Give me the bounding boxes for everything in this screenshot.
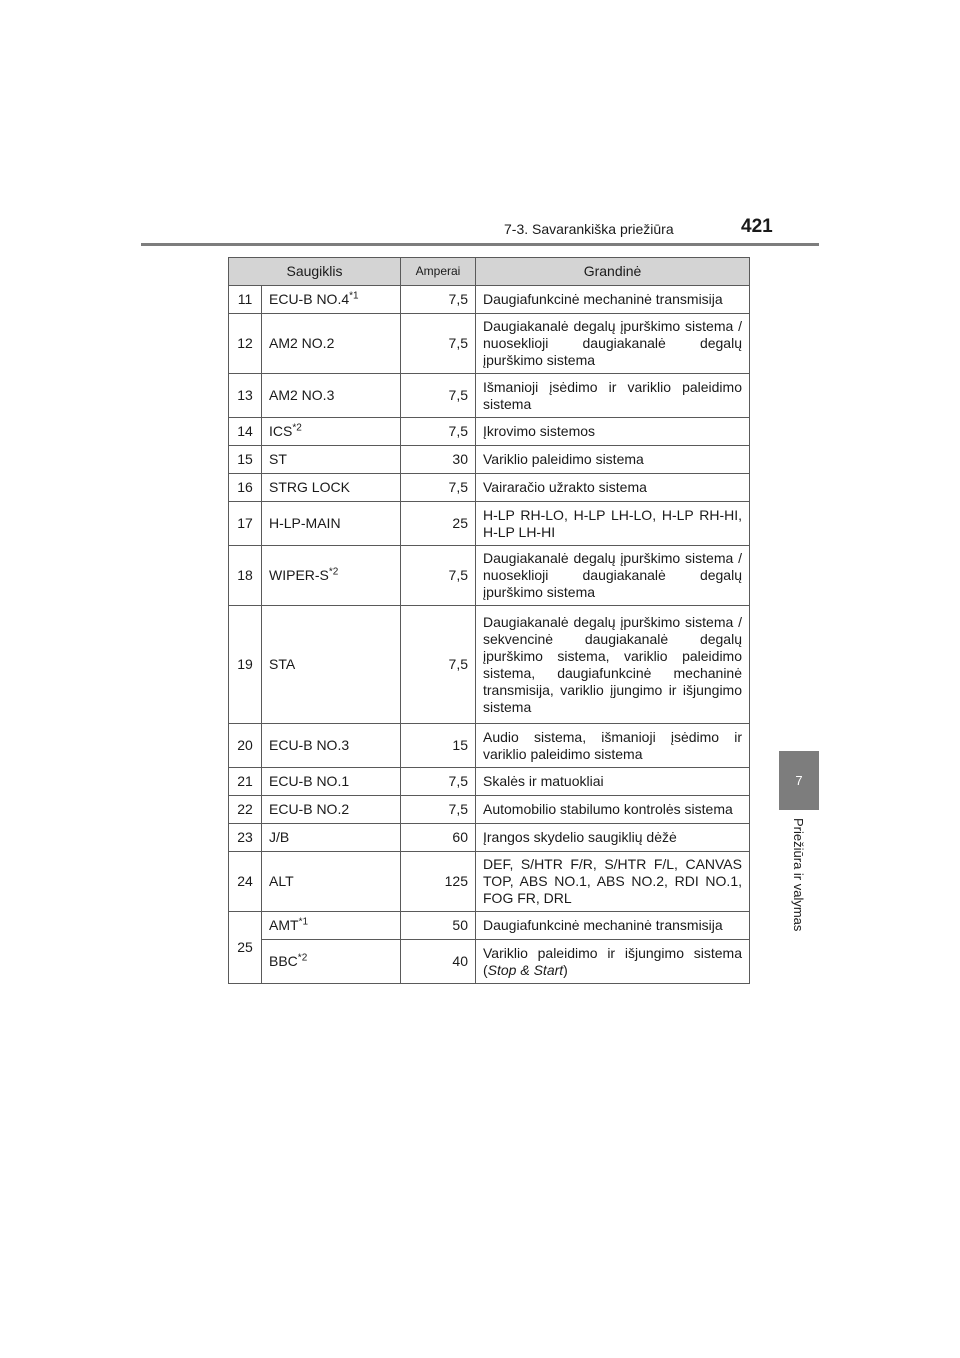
fuse-name: J/B xyxy=(262,824,401,852)
column-header-fuse: Saugiklis xyxy=(229,258,401,286)
footnote-marker: *2 xyxy=(328,566,339,578)
column-header-amps: Amperai xyxy=(401,258,476,286)
fuse-circuit: Įkrovimo sistemos xyxy=(476,418,750,446)
fuse-name: AM2 NO.2 xyxy=(262,314,401,374)
table-row xyxy=(229,374,750,418)
fuse-name: AM2 NO.3 xyxy=(262,374,401,418)
fuse-circuit: Audio sistema, išmanioji įsėdimo ir variklio paleidimo sistema xyxy=(476,724,750,768)
fuse-number: 25 xyxy=(229,912,262,984)
fuse-number: 20 xyxy=(229,724,262,768)
fuse-circuit: Vairaračio užrakto sistema xyxy=(476,474,750,502)
fuse-name: ALT xyxy=(262,852,401,912)
page-number: 421 xyxy=(741,216,773,237)
table-row xyxy=(229,502,750,546)
table-row xyxy=(229,474,750,502)
footnote-marker: *1 xyxy=(349,290,359,302)
fuse-number: 17 xyxy=(229,502,262,546)
fuse-circuit: Įrangos skydelio saugiklių dėžė xyxy=(476,824,750,852)
fuse-amperage: 50 xyxy=(401,912,476,940)
footnote-marker: *2 xyxy=(297,952,308,964)
table-row xyxy=(229,912,750,940)
table-row xyxy=(229,824,750,852)
fuse-table xyxy=(228,257,750,984)
fuse-circuit: DEF, S/HTR F/R, S/HTR F/L, CANVAS TOP, ABS NO.1, ABS NO.2, RDI NO.1, FOG FR, DRL xyxy=(476,852,750,912)
table-row xyxy=(229,724,750,768)
fuse-name: AMT$^{*1}$ xyxy=(262,912,401,940)
fuse-name: BBC$^{*2}$ xyxy=(262,940,401,984)
header-rule xyxy=(141,243,819,246)
stop-start-label: Stop & Start xyxy=(487,961,564,978)
chapter-tab xyxy=(779,751,819,810)
fuse-number: 12 xyxy=(229,314,262,374)
table-row xyxy=(229,796,750,824)
fuse-number: 14 xyxy=(229,418,262,446)
table-body xyxy=(229,286,750,984)
fuse-circuit: Daugiakanalė degalų įpurškimo sistema / nuoseklioji daugiakanalė degalų įpurškimo sistema xyxy=(476,314,750,374)
fuse-name: STA xyxy=(262,606,401,724)
table-row xyxy=(229,286,750,314)
footnote-marker: *1 xyxy=(298,916,309,928)
fuse-circuit: Daugiafunkcinė mechaninė transmisija xyxy=(476,912,750,940)
chapter-label-text: Priežiūra ir valymas xyxy=(791,818,806,932)
fuse-amperage: 7,5 xyxy=(401,314,476,374)
fuse-circuit: H-LP RH-LO, H-LP LH-LO, H-LP RH-HI, H-LP LH-HI xyxy=(476,502,750,546)
table-header-row xyxy=(229,258,750,286)
fuse-name: ECU-B NO.4$^{*1}$ xyxy=(262,286,401,314)
table-row xyxy=(229,940,750,984)
fuse-amperage: 125 xyxy=(401,852,476,912)
fuse-circuit: Skalės ir matuokliai xyxy=(476,768,750,796)
table-row xyxy=(229,768,750,796)
fuse-name: ST xyxy=(262,446,401,474)
fuse-amperage: 25 xyxy=(401,502,476,546)
fuse-name: ECU-B NO.2 xyxy=(262,796,401,824)
fuse-amperage: 15 xyxy=(401,724,476,768)
fuse-number: 24 xyxy=(229,852,262,912)
fuse-amperage: 40 xyxy=(401,940,476,984)
fuse-name: ECU-B NO.3 xyxy=(262,724,401,768)
fuse-amperage: 7,5 xyxy=(401,418,476,446)
fuse-number: 15 xyxy=(229,446,262,474)
table-row xyxy=(229,546,750,606)
fuse-name: H-LP-MAIN xyxy=(262,502,401,546)
table-row xyxy=(229,418,750,446)
fuse-amperage: 7,5 xyxy=(401,546,476,606)
fuse-number: 22 xyxy=(229,796,262,824)
fuse-amperage: 7,5 xyxy=(401,286,476,314)
fuse-name: WIPER-$S^{*2}$ xyxy=(262,546,401,606)
fuse-circuit: Variklio paleidimo ir išjungimo sistema (Stop & Start) xyxy=(476,940,750,984)
fuse-number: 23 xyxy=(229,824,262,852)
table-row xyxy=(229,446,750,474)
fuse-circuit: Daugiafunkcinė mechaninė transmisija xyxy=(476,286,750,314)
fuse-amperage: 7,5 xyxy=(401,796,476,824)
fuse-circuit: Variklio paleidimo sistema xyxy=(476,446,750,474)
footnote-marker: *2 xyxy=(292,422,302,434)
fuse-circuit: Daugiakanalė degalų įpurškimo sistema / nuoseklioji daugiakanalė degalų įpurškimo sistema xyxy=(476,546,750,606)
chapter-label xyxy=(788,818,810,950)
fuse-circuit: Automobilio stabilumo kontrolės sistema xyxy=(476,796,750,824)
fuse-number: 18 xyxy=(229,546,262,606)
fuse-circuit: Daugiakanalė degalų įpurškimo sistema / sekvencinė daugiakanalė degalų įpurškimo sistema, variklio paleidimo sistema, daugiafunkcinė mechaninė transmisija, variklio įjungimo ir išjungimo sistema xyxy=(476,606,750,724)
table-row xyxy=(229,314,750,374)
fuse-amperage: 7,5 xyxy=(401,606,476,724)
fuse-amperage: 7,5 xyxy=(401,768,476,796)
fuse-amperage: 30 xyxy=(401,446,476,474)
fuse-amperage: 60 xyxy=(401,824,476,852)
fuse-number: 21 xyxy=(229,768,262,796)
fuse-name: ECU-B NO.1 xyxy=(262,768,401,796)
section-label: 7-3. Savarankiška priežiūra xyxy=(504,221,674,237)
fuse-number: 16 xyxy=(229,474,262,502)
fuse-number: 11 xyxy=(229,286,262,314)
fuse-circuit: Išmanioji įsėdimo ir variklio paleidimo sistema xyxy=(476,374,750,418)
table-row xyxy=(229,852,750,912)
fuse-number: 13 xyxy=(229,374,262,418)
column-header-circuit: Grandinė xyxy=(476,258,750,286)
fuse-number: 19 xyxy=(229,606,262,724)
chapter-number: 7 xyxy=(795,773,803,788)
fuse-name: ICS$^{*2}$ xyxy=(262,418,401,446)
table-row xyxy=(229,606,750,724)
fuse-amperage: 7,5 xyxy=(401,474,476,502)
fuse-name: STRG LOCK xyxy=(262,474,401,502)
fuse-amperage: 7,5 xyxy=(401,374,476,418)
